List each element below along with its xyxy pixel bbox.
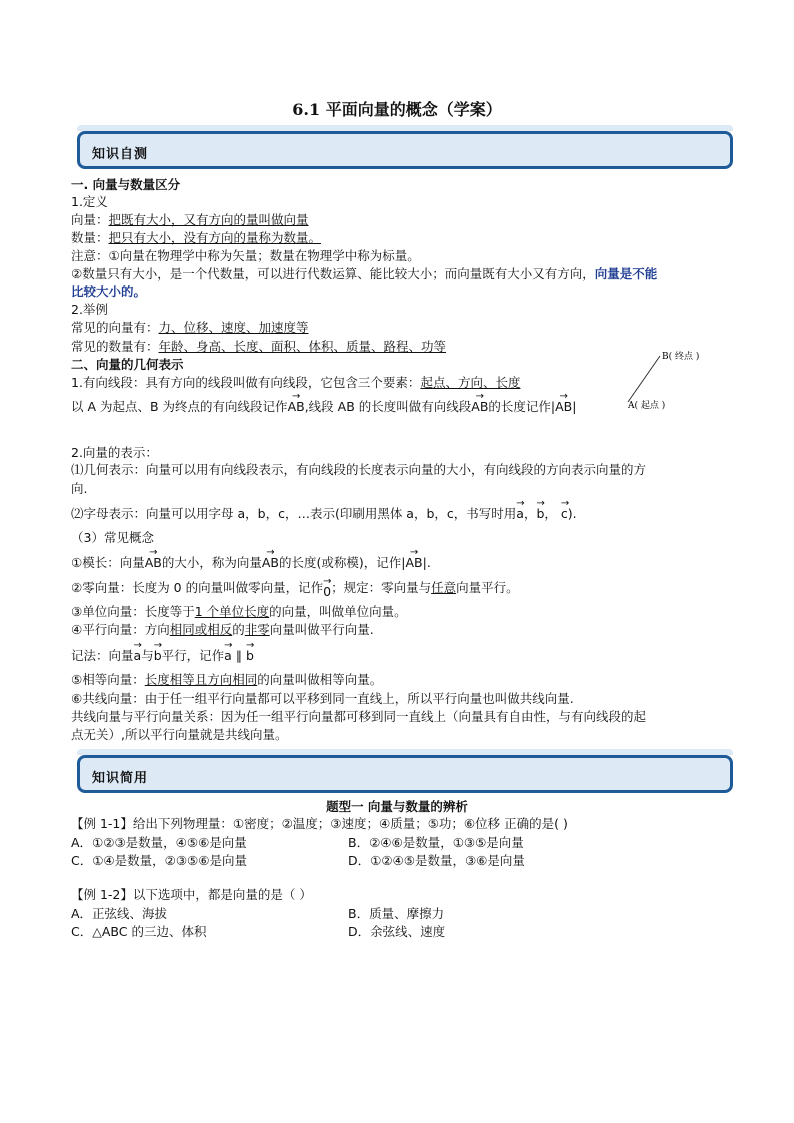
option-d: D．①②④⑤是数量，③⑥是向量 (348, 853, 525, 868)
text-line: 点无关）,所以平行向量就是共线向量。 (71, 727, 288, 742)
text-line: 数量：把只有大小，没有方向的量称为数量。 (71, 230, 322, 245)
text-line: ②零向量：长度为 0 的向量叫做零向量，记作→ 0；规定：零向量与任意向量平行。 (71, 579, 519, 596)
label-b: B( 终点 ) (662, 352, 700, 362)
text-line: ②数量只有大小，是一个代数量，可以进行代数运算、能比较大小；而向量既有大小又有方向，向量是不能 (71, 266, 658, 281)
text-line: 1.定义 (71, 194, 108, 209)
text-line: ①模长：向量→ AB的大小，称为向量→ AB的长度(或称模)，记作|→ AB|. (71, 554, 431, 571)
text-line: 以 A 为起点、B 为终点的有向线段记作→ AB,线段 AB 的长度叫做有向线段→ AB的长度记作|→ AB| (71, 398, 576, 415)
option-b: B．②④⑥是数量，①③⑤是向量 (348, 835, 524, 850)
text-line: 常见的数量有：年龄、身高、长度、面积、体积、质量、路程、功等 (71, 339, 447, 354)
text-line: 2.举例 (71, 302, 108, 317)
text-line: ⑥共线向量：由于任一组平行向量都可以平移到同一直线上，所以平行向量也叫做共线向量. (71, 691, 574, 706)
page-title: 6.1 平面向量的概念（学案） (292, 100, 502, 119)
section-heading: 一. 向量与数量区分 (71, 177, 181, 192)
text-line: ⑴几何表示：向量可以用有向线段表示，有向线段的长度表示向量的大小，有向线段的方向表示向量的方 (71, 462, 647, 477)
text-line: ④平行向量：方向相同或相反的非零向量叫做平行向量. (71, 622, 374, 637)
text-line: ⑤相等向量：长度相等且方向相同的向量叫做相等向量。 (71, 672, 383, 687)
section-banner-practice (77, 755, 733, 793)
example-question: 【例 1-2】以下选项中，都是向量的是（ ） (71, 887, 312, 902)
option-b: B．质量、摩擦力 (348, 906, 445, 921)
text-line: 常见的向量有：力、位移、速度、加速度等 (71, 320, 309, 335)
arrow-diagram (620, 350, 730, 420)
question-type-title: 题型一 向量与数量的辨析 (326, 799, 468, 814)
text-line: （3）常见概念 (71, 530, 154, 545)
banner-label: 知识自测 (92, 147, 149, 162)
option-a: A．正弦线、海拔 (71, 906, 168, 921)
text-line: 向. (71, 481, 88, 496)
label-a: A( 起点 ) (628, 401, 666, 411)
option-c: C．①④是数量，②③⑤⑥是向量 (71, 853, 247, 868)
section-heading: 二、向量的几何表示 (71, 357, 184, 372)
option-c: C．△ABC 的三边、体积 (71, 924, 207, 939)
text-line: 向量：把既有大小，又有方向的量叫做向量 (71, 212, 309, 227)
section-banner-self-test (77, 131, 733, 169)
text-line: 1.有向线段：具有方向的线段叫做有向线段，它包含三个要素：起点、方向、长度 (71, 375, 521, 390)
example-question: 【例 1-1】给出下列物理量：①密度；②温度；③速度；④质量；⑤功；⑥位移 正确的是( ) (71, 816, 568, 831)
text-line: 记法：向量→ a与→ b平行，记作→ a ∥ → b (71, 647, 254, 664)
text-line: 注意：①向量在物理学中称为矢量；数量在物理学中称为标量。 (71, 248, 420, 263)
text-line: ③单位向量：长度等于1 个单位长度的向量，叫做单位向量。 (71, 604, 407, 619)
option-a: A．①②③是数量，④⑤⑥是向量 (71, 835, 247, 850)
text-line: 比较大小的。 (71, 284, 147, 299)
text-line: 2.向量的表示： (71, 445, 158, 460)
option-d: D．余弦线、速度 (348, 924, 446, 939)
directed-segment-diagram (620, 350, 730, 420)
banner-label: 知识简用 (92, 771, 149, 786)
text-line: ⑵字母表示：向量可以用字母 a，b，c，…表示(印刷用黑体 a，b，c，书写时用→ a，→ b， → c). (71, 505, 577, 522)
text-line: 共线向量与平行向量关系：因为任一组平行向量都可移到同一直线上（向量具有自由性，与有向线段的起 (71, 709, 647, 724)
